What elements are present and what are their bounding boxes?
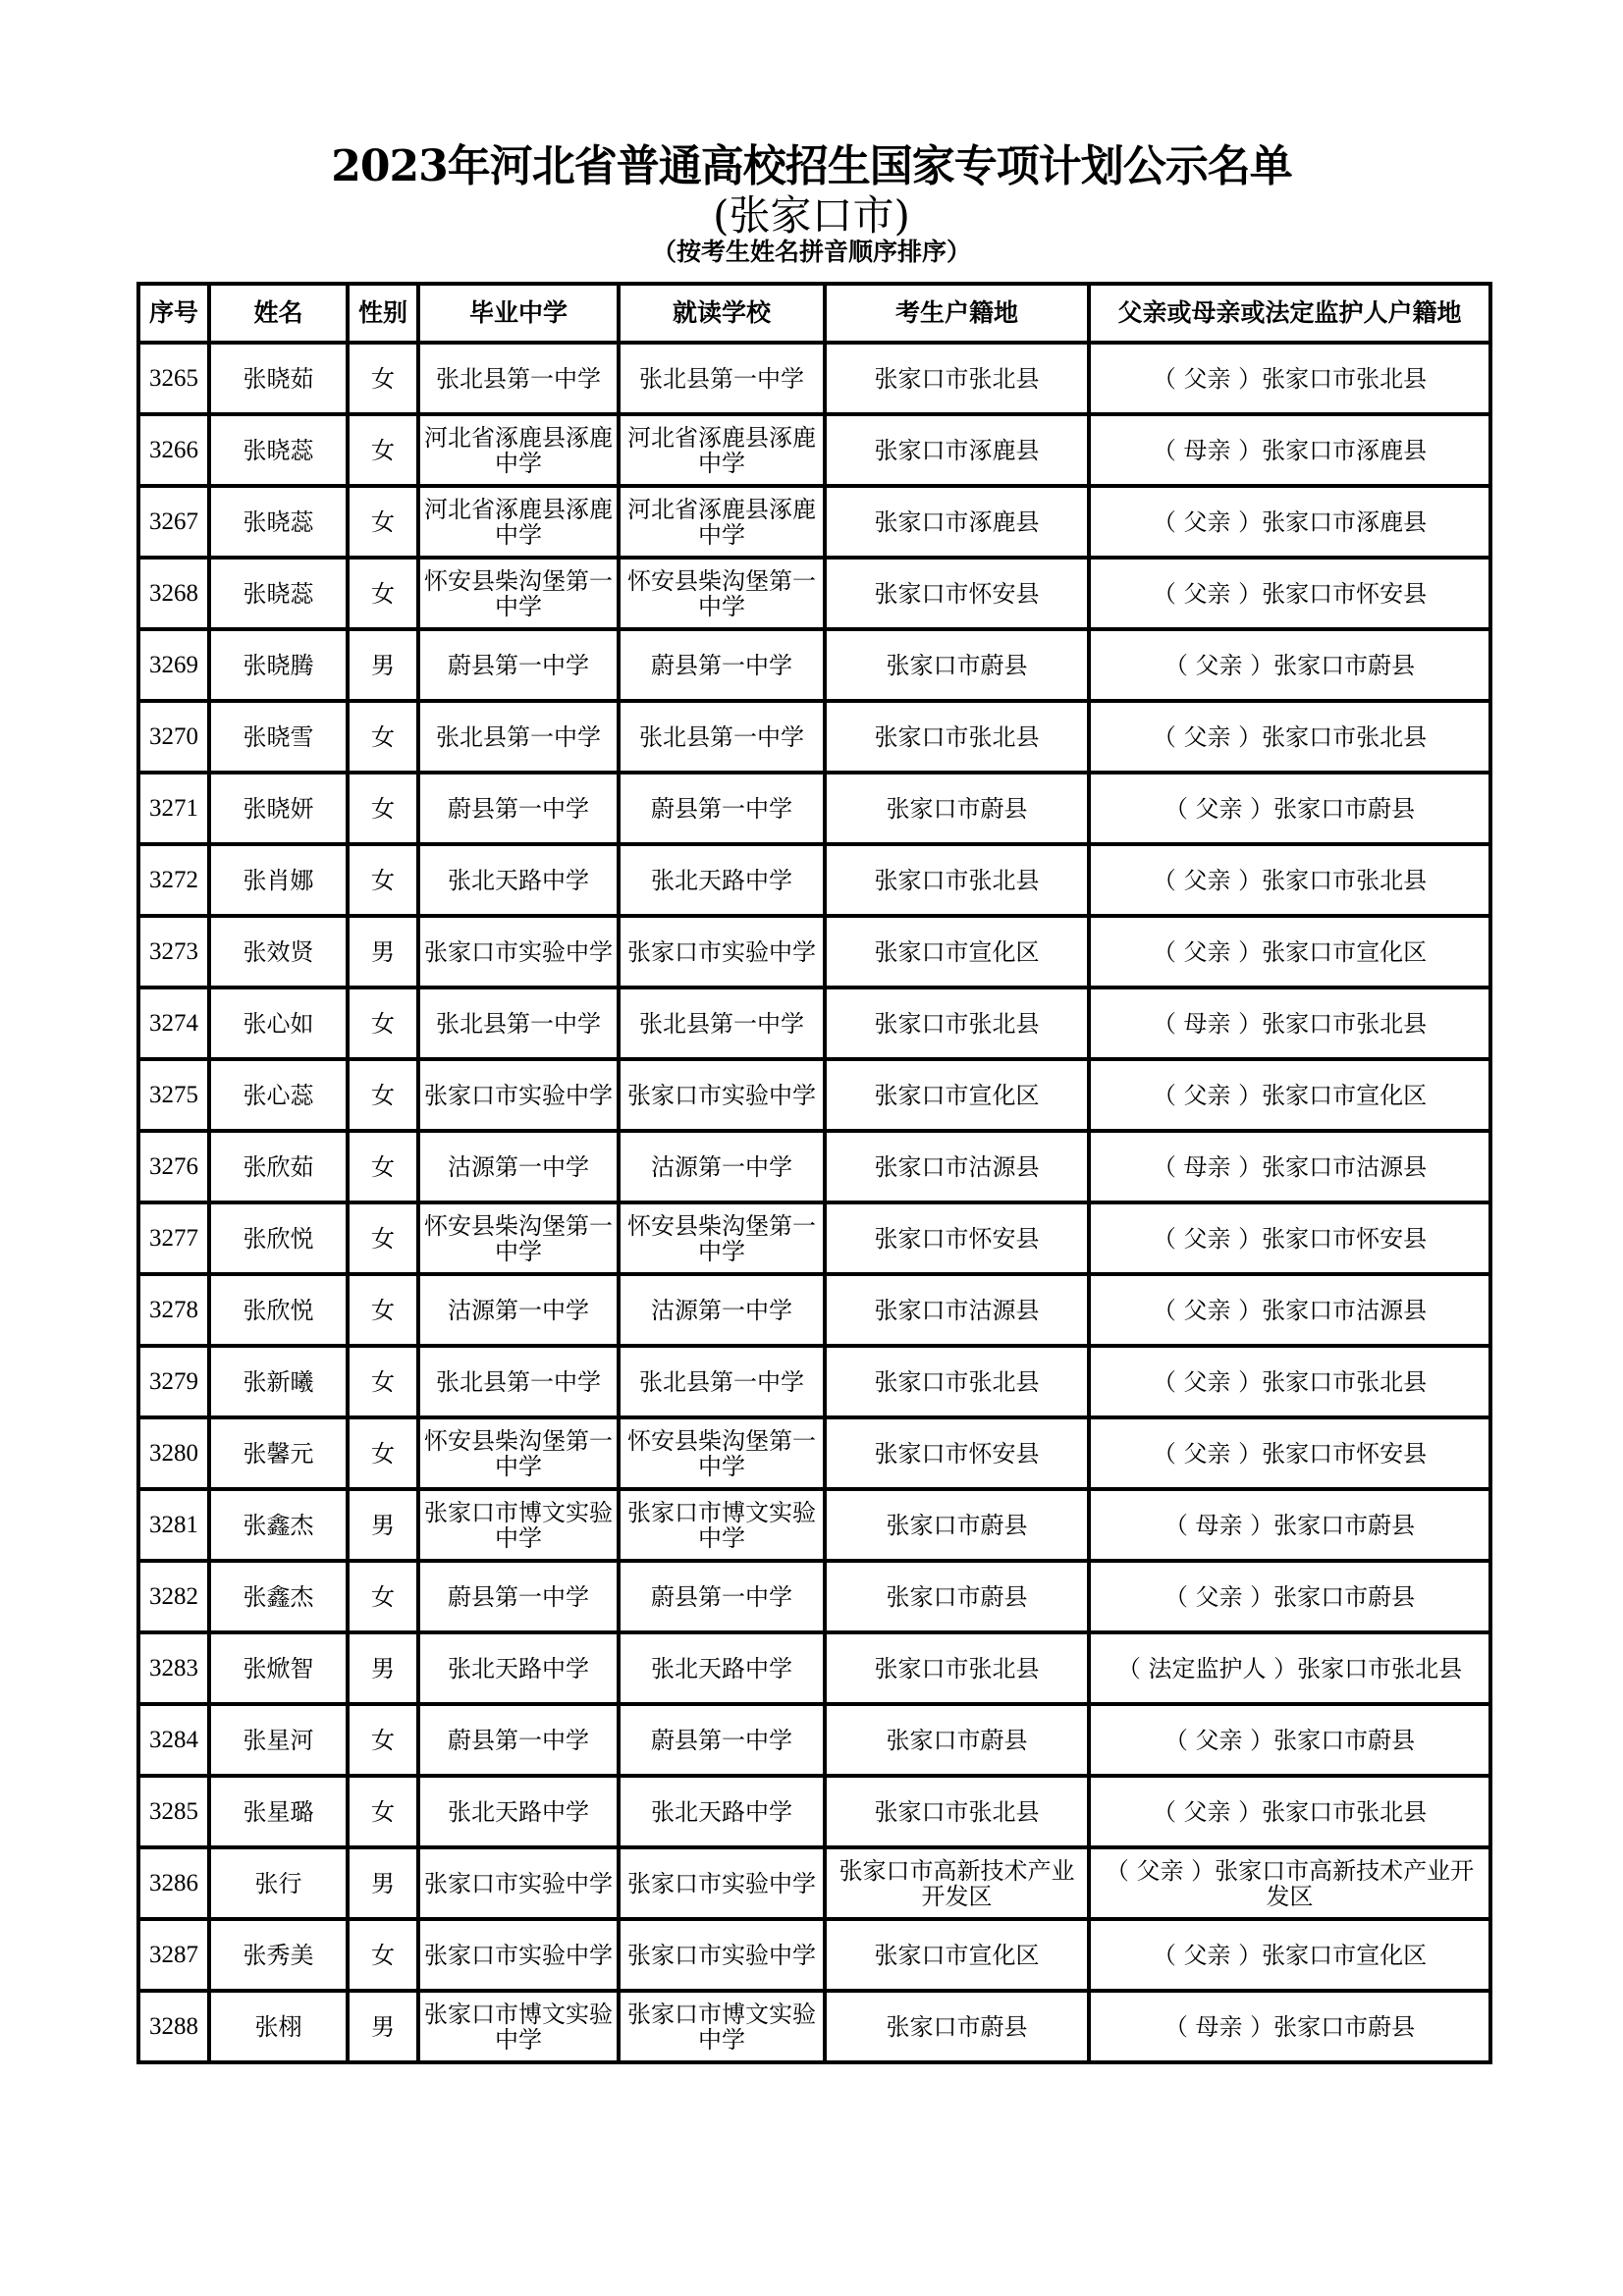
cell-residence: 张家口市张北县 bbox=[825, 701, 1089, 773]
cell-grad-school: 怀安县柴沟堡第一中学 bbox=[418, 558, 619, 629]
cell-serial: 3267 bbox=[138, 486, 209, 558]
cell-residence: 张家口市蔚县 bbox=[825, 773, 1089, 844]
cell-current-school: 张北天路中学 bbox=[619, 1632, 825, 1704]
cell-name: 张晓蕊 bbox=[209, 414, 348, 486]
cell-gender: 男 bbox=[348, 629, 418, 701]
cell-current-school: 张家口市实验中学 bbox=[619, 1059, 825, 1131]
cell-gender: 男 bbox=[348, 916, 418, 988]
cell-gender: 女 bbox=[348, 343, 418, 414]
cell-parent-residence: （ 母亲 ）张家口市蔚县 bbox=[1089, 1489, 1490, 1561]
cell-grad-school: 沽源第一中学 bbox=[418, 1131, 619, 1202]
cell-grad-school: 张家口市实验中学 bbox=[418, 1059, 619, 1131]
cell-residence: 张家口市宣化区 bbox=[825, 916, 1089, 988]
cell-serial: 3276 bbox=[138, 1131, 209, 1202]
cell-parent-residence: （ 父亲 ）张家口市张北县 bbox=[1089, 844, 1490, 916]
cell-residence: 张家口市怀安县 bbox=[825, 558, 1089, 629]
cell-serial: 3274 bbox=[138, 988, 209, 1059]
cell-current-school: 张北天路中学 bbox=[619, 1776, 825, 1847]
cell-gender: 女 bbox=[348, 701, 418, 773]
cell-gender: 女 bbox=[348, 844, 418, 916]
cell-serial: 3268 bbox=[138, 558, 209, 629]
cell-current-school: 蔚县第一中学 bbox=[619, 1704, 825, 1776]
cell-gender: 女 bbox=[348, 1274, 418, 1346]
cell-parent-residence: （ 母亲 ）张家口市张北县 bbox=[1089, 988, 1490, 1059]
cell-name: 张星璐 bbox=[209, 1776, 348, 1847]
cell-grad-school: 张北县第一中学 bbox=[418, 701, 619, 773]
cell-name: 张晓雪 bbox=[209, 701, 348, 773]
cell-gender: 女 bbox=[348, 988, 418, 1059]
cell-current-school: 张家口市实验中学 bbox=[619, 1847, 825, 1919]
cell-name: 张欣悦 bbox=[209, 1274, 348, 1346]
cell-name: 张心如 bbox=[209, 988, 348, 1059]
cell-parent-residence: （ 母亲 ）张家口市涿鹿县 bbox=[1089, 414, 1490, 486]
cell-grad-school: 张家口市博文实验中学 bbox=[418, 1991, 619, 2062]
cell-gender: 女 bbox=[348, 1131, 418, 1202]
cell-grad-school: 张北县第一中学 bbox=[418, 343, 619, 414]
table-row bbox=[138, 1776, 1490, 1847]
cell-name: 张新曦 bbox=[209, 1346, 348, 1417]
cell-residence: 张家口市张北县 bbox=[825, 1776, 1089, 1847]
cell-name: 张星河 bbox=[209, 1704, 348, 1776]
table-row bbox=[138, 558, 1490, 629]
cell-current-school: 张北县第一中学 bbox=[619, 701, 825, 773]
cell-residence: 张家口市蔚县 bbox=[825, 629, 1089, 701]
table-row bbox=[138, 773, 1490, 844]
cell-serial: 3271 bbox=[138, 773, 209, 844]
cell-parent-residence: （ 父亲 ）张家口市高新技术产业开发区 bbox=[1089, 1847, 1490, 1919]
cell-gender: 女 bbox=[348, 1919, 418, 1991]
cell-name: 张效贤 bbox=[209, 916, 348, 988]
cell-current-school: 怀安县柴沟堡第一中学 bbox=[619, 1417, 825, 1489]
cell-current-school: 沽源第一中学 bbox=[619, 1274, 825, 1346]
cell-residence: 张家口市宣化区 bbox=[825, 1059, 1089, 1131]
cell-gender: 男 bbox=[348, 1489, 418, 1561]
table-row bbox=[138, 1991, 1490, 2062]
cell-current-school: 张北县第一中学 bbox=[619, 343, 825, 414]
cell-serial: 3270 bbox=[138, 701, 209, 773]
cell-grad-school: 河北省涿鹿县涿鹿中学 bbox=[418, 414, 619, 486]
cell-name: 张欣悦 bbox=[209, 1202, 348, 1274]
cell-serial: 3275 bbox=[138, 1059, 209, 1131]
cell-serial: 3280 bbox=[138, 1417, 209, 1489]
cell-residence: 张家口市蔚县 bbox=[825, 1991, 1089, 2062]
table-row bbox=[138, 486, 1490, 558]
header-gender: 性别 bbox=[348, 284, 418, 343]
cell-parent-residence: （ 父亲 ）张家口市蔚县 bbox=[1089, 1561, 1490, 1632]
cell-grad-school: 张家口市博文实验中学 bbox=[418, 1489, 619, 1561]
cell-serial: 3284 bbox=[138, 1704, 209, 1776]
table-row bbox=[138, 414, 1490, 486]
table-row bbox=[138, 1847, 1490, 1919]
header-name: 姓名 bbox=[209, 284, 348, 343]
cell-parent-residence: （ 法定监护人 ）张家口市张北县 bbox=[1089, 1632, 1490, 1704]
student-list-table bbox=[136, 282, 1492, 2064]
table-row bbox=[138, 1202, 1490, 1274]
cell-grad-school: 张北天路中学 bbox=[418, 844, 619, 916]
cell-residence: 张家口市涿鹿县 bbox=[825, 414, 1089, 486]
cell-parent-residence: （ 父亲 ）张家口市张北县 bbox=[1089, 1346, 1490, 1417]
cell-name: 张晓蕊 bbox=[209, 558, 348, 629]
cell-gender: 男 bbox=[348, 1632, 418, 1704]
cell-residence: 张家口市宣化区 bbox=[825, 1919, 1089, 1991]
cell-serial: 3288 bbox=[138, 1991, 209, 2062]
cell-name: 张晓腾 bbox=[209, 629, 348, 701]
cell-gender: 男 bbox=[348, 1847, 418, 1919]
cell-name: 张心蕊 bbox=[209, 1059, 348, 1131]
table-row bbox=[138, 1059, 1490, 1131]
table-row bbox=[138, 1417, 1490, 1489]
cell-parent-residence: （ 父亲 ）张家口市涿鹿县 bbox=[1089, 486, 1490, 558]
table-row bbox=[138, 1561, 1490, 1632]
cell-parent-residence: （ 父亲 ）张家口市蔚县 bbox=[1089, 629, 1490, 701]
sort-note: （按考生姓名拼音顺序排序） bbox=[651, 238, 971, 266]
cell-current-school: 蔚县第一中学 bbox=[619, 773, 825, 844]
cell-serial: 3281 bbox=[138, 1489, 209, 1561]
cell-parent-residence: （ 父亲 ）张家口市宣化区 bbox=[1089, 1919, 1490, 1991]
cell-current-school: 张家口市实验中学 bbox=[619, 916, 825, 988]
cell-parent-residence: （ 母亲 ）张家口市沽源县 bbox=[1089, 1131, 1490, 1202]
cell-gender: 女 bbox=[348, 486, 418, 558]
cell-serial: 3282 bbox=[138, 1561, 209, 1632]
cell-grad-school: 怀安县柴沟堡第一中学 bbox=[418, 1202, 619, 1274]
cell-name: 张栩 bbox=[209, 1991, 348, 2062]
header-serial: 序号 bbox=[138, 284, 209, 343]
cell-residence: 张家口市张北县 bbox=[825, 343, 1089, 414]
cell-residence: 张家口市怀安县 bbox=[825, 1417, 1089, 1489]
cell-parent-residence: （ 父亲 ）张家口市蔚县 bbox=[1089, 773, 1490, 844]
cell-residence: 张家口市蔚县 bbox=[825, 1561, 1089, 1632]
cell-serial: 3266 bbox=[138, 414, 209, 486]
cell-parent-residence: （ 父亲 ）张家口市怀安县 bbox=[1089, 1202, 1490, 1274]
cell-gender: 女 bbox=[348, 1704, 418, 1776]
cell-residence: 张家口市张北县 bbox=[825, 844, 1089, 916]
cell-name: 张馨元 bbox=[209, 1417, 348, 1489]
cell-grad-school: 张家口市实验中学 bbox=[418, 916, 619, 988]
cell-name: 张肖娜 bbox=[209, 844, 348, 916]
cell-name: 张鑫杰 bbox=[209, 1489, 348, 1561]
table-row bbox=[138, 1131, 1490, 1202]
cell-grad-school: 怀安县柴沟堡第一中学 bbox=[418, 1417, 619, 1489]
cell-name: 张晓蕊 bbox=[209, 486, 348, 558]
cell-residence: 张家口市张北县 bbox=[825, 988, 1089, 1059]
document-subtitle: (张家口市) bbox=[713, 191, 910, 240]
cell-grad-school: 张北县第一中学 bbox=[418, 988, 619, 1059]
cell-grad-school: 张家口市实验中学 bbox=[418, 1919, 619, 1991]
cell-serial: 3273 bbox=[138, 916, 209, 988]
cell-grad-school: 河北省涿鹿县涿鹿中学 bbox=[418, 486, 619, 558]
cell-serial: 3277 bbox=[138, 1202, 209, 1274]
cell-current-school: 蔚县第一中学 bbox=[619, 629, 825, 701]
cell-residence: 张家口市蔚县 bbox=[825, 1704, 1089, 1776]
cell-grad-school: 蔚县第一中学 bbox=[418, 1561, 619, 1632]
header-grad-school: 毕业中学 bbox=[418, 284, 619, 343]
table-row bbox=[138, 916, 1490, 988]
cell-gender: 女 bbox=[348, 1059, 418, 1131]
cell-grad-school: 沽源第一中学 bbox=[418, 1274, 619, 1346]
cell-serial: 3286 bbox=[138, 1847, 209, 1919]
cell-grad-school: 蔚县第一中学 bbox=[418, 773, 619, 844]
cell-parent-residence: （ 父亲 ）张家口市怀安县 bbox=[1089, 558, 1490, 629]
cell-gender: 女 bbox=[348, 1346, 418, 1417]
cell-residence: 张家口市怀安县 bbox=[825, 1202, 1089, 1274]
cell-parent-residence: （ 母亲 ）张家口市蔚县 bbox=[1089, 1991, 1490, 2062]
header-current-school: 就读学校 bbox=[619, 284, 825, 343]
table-row bbox=[138, 1274, 1490, 1346]
cell-gender: 女 bbox=[348, 414, 418, 486]
cell-gender: 男 bbox=[348, 1991, 418, 2062]
document-title: 2023年河北省普通高校招生国家专项计划公示名单 bbox=[331, 141, 1292, 191]
cell-name: 张欣茹 bbox=[209, 1131, 348, 1202]
cell-gender: 女 bbox=[348, 1561, 418, 1632]
cell-grad-school: 蔚县第一中学 bbox=[418, 1704, 619, 1776]
cell-residence: 张家口市沽源县 bbox=[825, 1131, 1089, 1202]
table-row bbox=[138, 1489, 1490, 1561]
table-row bbox=[138, 1919, 1490, 1991]
cell-grad-school: 蔚县第一中学 bbox=[418, 629, 619, 701]
table-row bbox=[138, 629, 1490, 701]
table-row bbox=[138, 1346, 1490, 1417]
table-row bbox=[138, 988, 1490, 1059]
cell-current-school: 张北县第一中学 bbox=[619, 988, 825, 1059]
cell-name: 张晓妍 bbox=[209, 773, 348, 844]
cell-grad-school: 张北县第一中学 bbox=[418, 1346, 619, 1417]
cell-parent-residence: （ 父亲 ）张家口市张北县 bbox=[1089, 701, 1490, 773]
cell-current-school: 张家口市实验中学 bbox=[619, 1919, 825, 1991]
cell-residence: 张家口市沽源县 bbox=[825, 1274, 1089, 1346]
cell-current-school: 沽源第一中学 bbox=[619, 1131, 825, 1202]
cell-gender: 女 bbox=[348, 558, 418, 629]
cell-serial: 3269 bbox=[138, 629, 209, 701]
cell-name: 张秀美 bbox=[209, 1919, 348, 1991]
cell-parent-residence: （ 父亲 ）张家口市怀安县 bbox=[1089, 1417, 1490, 1489]
table-row bbox=[138, 844, 1490, 916]
cell-gender: 女 bbox=[348, 773, 418, 844]
cell-serial: 3272 bbox=[138, 844, 209, 916]
cell-name: 张焮智 bbox=[209, 1632, 348, 1704]
cell-current-school: 张家口市博文实验中学 bbox=[619, 1489, 825, 1561]
cell-gender: 女 bbox=[348, 1202, 418, 1274]
cell-serial: 3285 bbox=[138, 1776, 209, 1847]
table-row bbox=[138, 701, 1490, 773]
cell-parent-residence: （ 父亲 ）张家口市蔚县 bbox=[1089, 1704, 1490, 1776]
cell-residence: 张家口市张北县 bbox=[825, 1346, 1089, 1417]
cell-serial: 3283 bbox=[138, 1632, 209, 1704]
cell-gender: 女 bbox=[348, 1417, 418, 1489]
cell-current-school: 河北省涿鹿县涿鹿中学 bbox=[619, 414, 825, 486]
cell-current-school: 张北县第一中学 bbox=[619, 1346, 825, 1417]
cell-grad-school: 张北天路中学 bbox=[418, 1632, 619, 1704]
cell-grad-school: 张家口市实验中学 bbox=[418, 1847, 619, 1919]
cell-parent-residence: （ 父亲 ）张家口市沽源县 bbox=[1089, 1274, 1490, 1346]
table-row bbox=[138, 1632, 1490, 1704]
cell-residence: 张家口市张北县 bbox=[825, 1632, 1089, 1704]
table-row bbox=[138, 343, 1490, 414]
cell-current-school: 怀安县柴沟堡第一中学 bbox=[619, 1202, 825, 1274]
cell-parent-residence: （ 父亲 ）张家口市张北县 bbox=[1089, 1776, 1490, 1847]
header-parent-residence: 父亲或母亲或法定监护人户籍地 bbox=[1089, 284, 1490, 343]
table-row bbox=[138, 1704, 1490, 1776]
cell-current-school: 河北省涿鹿县涿鹿中学 bbox=[619, 486, 825, 558]
cell-current-school: 张家口市博文实验中学 bbox=[619, 1991, 825, 2062]
table-body bbox=[138, 343, 1490, 2062]
cell-name: 张晓茹 bbox=[209, 343, 348, 414]
header-residence: 考生户籍地 bbox=[825, 284, 1089, 343]
cell-parent-residence: （ 父亲 ）张家口市宣化区 bbox=[1089, 1059, 1490, 1131]
cell-serial: 3279 bbox=[138, 1346, 209, 1417]
cell-residence: 张家口市高新技术产业开发区 bbox=[825, 1847, 1089, 1919]
cell-name: 张鑫杰 bbox=[209, 1561, 348, 1632]
cell-serial: 3265 bbox=[138, 343, 209, 414]
table-header-row bbox=[138, 284, 1490, 343]
cell-residence: 张家口市蔚县 bbox=[825, 1489, 1089, 1561]
cell-parent-residence: （ 父亲 ）张家口市宣化区 bbox=[1089, 916, 1490, 988]
cell-parent-residence: （ 父亲 ）张家口市张北县 bbox=[1089, 343, 1490, 414]
cell-current-school: 蔚县第一中学 bbox=[619, 1561, 825, 1632]
cell-grad-school: 张北天路中学 bbox=[418, 1776, 619, 1847]
cell-residence: 张家口市涿鹿县 bbox=[825, 486, 1089, 558]
cell-name: 张行 bbox=[209, 1847, 348, 1919]
cell-serial: 3278 bbox=[138, 1274, 209, 1346]
cell-serial: 3287 bbox=[138, 1919, 209, 1991]
cell-current-school: 张北天路中学 bbox=[619, 844, 825, 916]
cell-gender: 女 bbox=[348, 1776, 418, 1847]
cell-current-school: 怀安县柴沟堡第一中学 bbox=[619, 558, 825, 629]
